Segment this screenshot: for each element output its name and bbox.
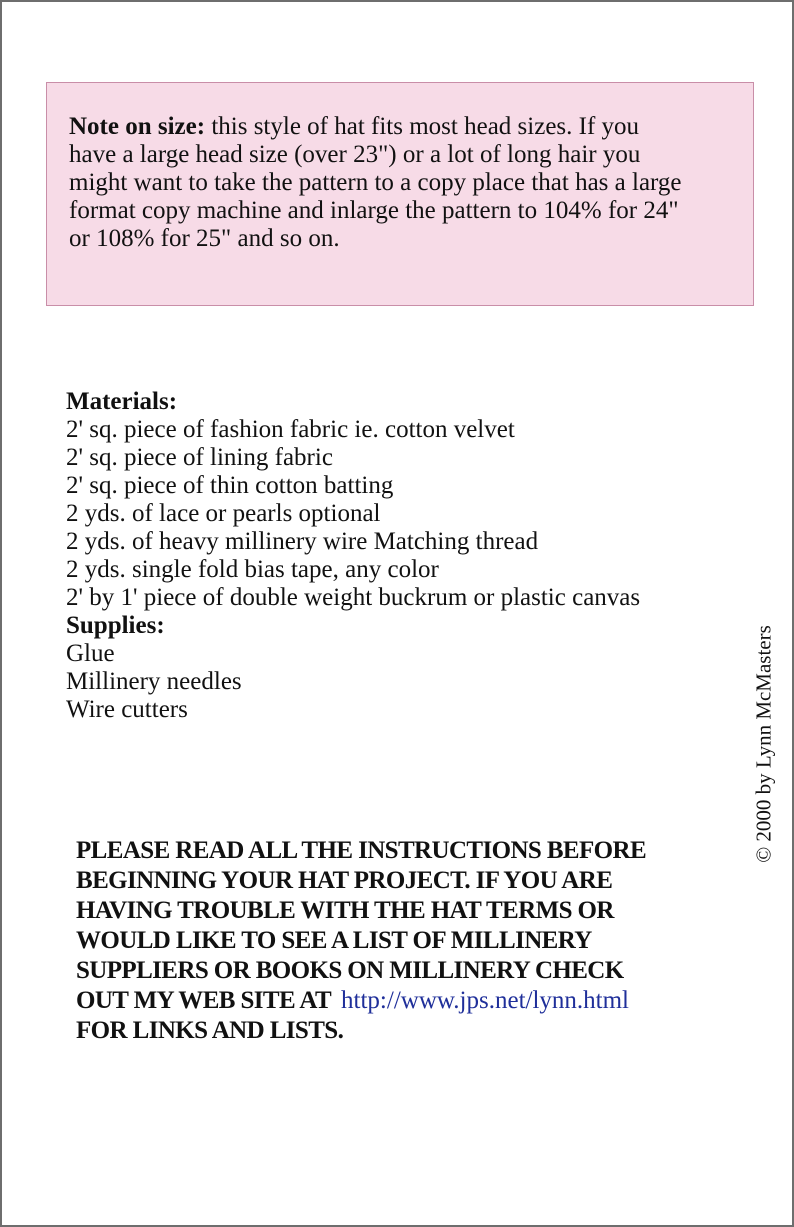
- note-label: Note on size:: [69, 113, 206, 140]
- note-line-3: might want to take the pattern to a copy place that has a large: [69, 169, 682, 196]
- supplies-heading: Supplies:: [66, 612, 165, 639]
- materials-heading: Materials:: [66, 388, 178, 415]
- note-text-1: this style of hat fits most head sizes. If you: [205, 113, 640, 140]
- website-link[interactable]: http://www.jps.net/lynn.html: [341, 987, 629, 1014]
- notice-line: WOULD LIKE TO SEE A LIST OF MILLINERY: [76, 927, 592, 954]
- notice-line: BEGINNING YOUR HAT PROJECT. IF YOU ARE: [76, 867, 613, 894]
- supply-item: Wire cutters: [66, 696, 188, 723]
- note-line-1: [69, 113, 733, 141]
- copyright-text: © 2000 by Lynn McMasters: [751, 625, 776, 863]
- notice-line: SUPPLIERS OR BOOKS ON MILLINERY CHECK: [76, 957, 624, 984]
- material-item: 2' sq. piece of thin cotton batting: [66, 472, 394, 499]
- notice-line: HAVING TROUBLE WITH THE HAT TERMS OR: [76, 897, 614, 924]
- read-instructions-notice: [76, 836, 646, 1046]
- notice-line: PLEASE READ ALL THE INSTRUCTIONS BEFORE: [76, 837, 647, 864]
- size-note-box: [46, 82, 754, 306]
- materials-section: [66, 388, 640, 724]
- supply-item: Millinery needles: [66, 668, 242, 695]
- material-item: 2' sq. piece of lining fabric: [66, 444, 333, 471]
- notice-line: FOR LINKS AND LISTS.: [76, 1017, 344, 1044]
- material-item: 2 yds. of heavy millinery wire Matching thread: [66, 528, 539, 555]
- notice-line-website: [76, 986, 646, 1016]
- supply-item: Glue: [66, 640, 115, 667]
- note-line-2: have a large head size (over 23") or a lot of long hair you: [69, 141, 641, 168]
- note-line-4: format copy machine and inlarge the pattern to 104% for 24": [69, 197, 679, 224]
- notice-website-prefix: OUT MY WEB SITE AT: [76, 987, 332, 1014]
- material-item: 2' by 1' piece of double weight buckrum or plastic canvas: [66, 584, 641, 611]
- material-item: 2 yds. of lace or pearls optional: [66, 500, 381, 527]
- note-line-5: or 108% for 25" and so on.: [69, 225, 340, 252]
- material-item: 2' sq. piece of fashion fabric ie. cotton velvet: [66, 416, 515, 443]
- material-item: 2 yds. single fold bias tape, any color: [66, 556, 439, 583]
